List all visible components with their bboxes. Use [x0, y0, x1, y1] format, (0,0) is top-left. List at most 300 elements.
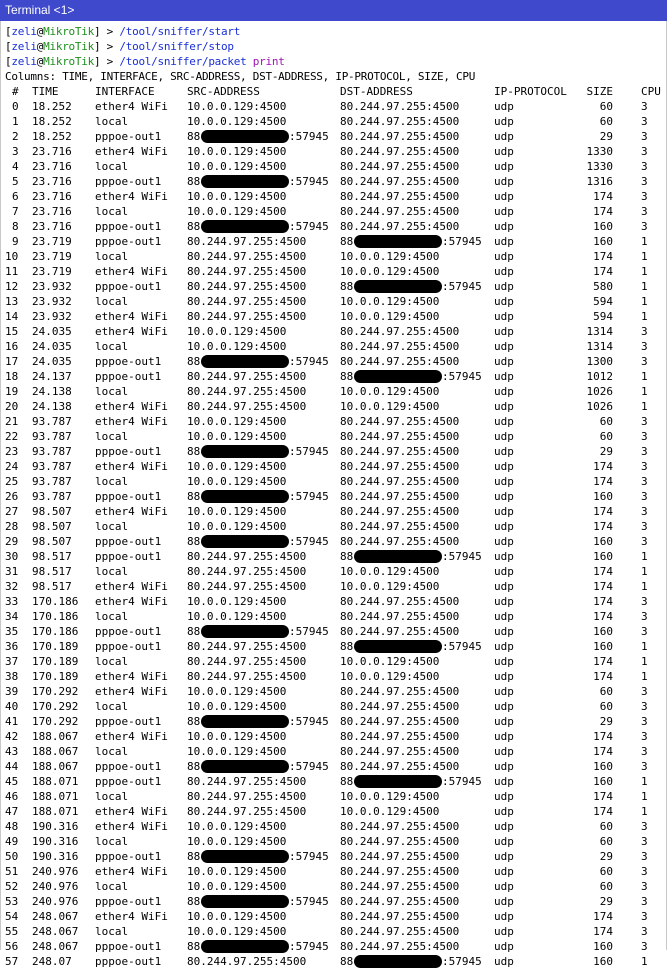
cell-dst-address: 80.244.97.255:4500 — [340, 205, 460, 218]
cell-num: 35 — [5, 625, 19, 638]
cell-dst-address: 80.244.97.255:4500 — [340, 715, 460, 728]
cell-interface: ether4 WiFi — [95, 325, 168, 338]
cell-ip-protocol: udp — [494, 265, 514, 278]
cell-size: 594 — [593, 310, 613, 323]
cell-dst-port: :57945 — [442, 775, 482, 788]
cell-time: 23.932 — [32, 280, 72, 293]
cell-ip-protocol: udp — [494, 535, 514, 548]
cell-dst-address: 80.244.97.255:4500 — [340, 850, 460, 863]
table-row — [1, 504, 666, 519]
cell-cpu: 1 — [641, 775, 648, 788]
cell-cpu: 3 — [641, 220, 648, 233]
cell-time: 188.067 — [32, 745, 79, 758]
col-time-header: TIME — [32, 85, 59, 98]
cell-ip-protocol: udp — [494, 745, 514, 758]
table-row — [1, 624, 666, 639]
cell-interface: pppoe-out1 — [95, 535, 162, 548]
cell-num: 17 — [5, 355, 19, 368]
cell-time: 188.067 — [32, 760, 79, 773]
cell-cpu: 1 — [641, 640, 648, 653]
cell-size: 174 — [593, 505, 613, 518]
redaction-bar — [354, 955, 442, 968]
cell-ip-protocol: udp — [494, 625, 514, 638]
cell-time: 188.067 — [32, 730, 79, 743]
cell-interface: pppoe-out1 — [95, 280, 162, 293]
cell-time: 248.067 — [32, 925, 79, 938]
cell-cpu: 3 — [641, 535, 648, 548]
cell-dst-address: 10.0.0.129:4500 — [340, 385, 440, 398]
table-row — [1, 864, 666, 879]
cell-num: 5 — [12, 175, 19, 188]
cell-size: 60 — [599, 415, 613, 428]
cell-cpu: 3 — [641, 145, 648, 158]
cell-size: 174 — [593, 565, 613, 578]
cell-cpu: 1 — [641, 550, 648, 563]
cell-time: 24.137 — [32, 370, 72, 383]
cell-size: 174 — [593, 595, 613, 608]
cell-interface: ether4 WiFi — [95, 910, 168, 923]
cell-ip-protocol: udp — [494, 730, 514, 743]
cell-interface: local — [95, 295, 129, 308]
cell-time: 170.186 — [32, 625, 79, 638]
redaction-bar — [201, 895, 289, 908]
cell-time: 93.787 — [32, 490, 72, 503]
cell-num: 27 — [5, 505, 19, 518]
cell-ip-protocol: udp — [494, 280, 514, 293]
cell-dst-address: 80.244.97.255:4500 — [340, 820, 460, 833]
cell-cpu: 3 — [641, 610, 648, 623]
table-row — [1, 744, 666, 759]
cell-cpu: 3 — [641, 850, 648, 863]
cell-time: 23.716 — [32, 190, 72, 203]
cell-src-address: 88 — [187, 760, 201, 773]
cell-cpu: 3 — [641, 865, 648, 878]
cell-ip-protocol: udp — [494, 325, 514, 338]
cell-src-address: 10.0.0.129:4500 — [187, 820, 287, 833]
cell-time: 23.716 — [32, 145, 72, 158]
cell-dst-address: 80.244.97.255:4500 — [340, 595, 460, 608]
cell-size: 160 — [593, 550, 613, 563]
cell-interface: ether4 WiFi — [95, 400, 168, 413]
cell-ip-protocol: udp — [494, 895, 514, 908]
cell-ip-protocol: udp — [494, 145, 514, 158]
cell-dst-address: 10.0.0.129:4500 — [340, 655, 440, 668]
cell-time: 98.507 — [32, 535, 72, 548]
cell-dst-address: 80.244.97.255:4500 — [340, 685, 460, 698]
cell-src-address: 80.244.97.255:4500 — [187, 655, 307, 668]
cell-dst-address: 80.244.97.255:4500 — [340, 745, 460, 758]
cell-dst-port: :57945 — [442, 550, 482, 563]
cell-ip-protocol: udp — [494, 340, 514, 353]
cell-num: 2 — [12, 130, 19, 143]
cell-ip-protocol: udp — [494, 295, 514, 308]
cell-src-address: 80.244.97.255:4500 — [187, 310, 307, 323]
redaction-bar — [201, 490, 289, 503]
table-row — [1, 759, 666, 774]
table-row — [1, 444, 666, 459]
command-line-stop: [zeli@MikroTik] > /tool/sniffer/stop — [5, 40, 234, 53]
cell-interface: local — [95, 655, 129, 668]
cell-num: 43 — [5, 745, 19, 758]
cell-src-address: 80.244.97.255:4500 — [187, 550, 307, 563]
cell-time: 18.252 — [32, 130, 72, 143]
cell-size: 60 — [599, 685, 613, 698]
cell-num: 36 — [5, 640, 19, 653]
cell-ip-protocol: udp — [494, 820, 514, 833]
cell-size: 174 — [593, 910, 613, 923]
cell-interface: ether4 WiFi — [95, 670, 168, 683]
cell-size: 174 — [593, 460, 613, 473]
cell-ip-protocol: udp — [494, 910, 514, 923]
cell-dst-address: 80.244.97.255:4500 — [340, 175, 460, 188]
cell-ip-protocol: udp — [494, 790, 514, 803]
cell-time: 170.292 — [32, 700, 79, 713]
cell-src-address: 88 — [187, 220, 201, 233]
cell-size: 160 — [593, 955, 613, 968]
cell-ip-protocol: udp — [494, 940, 514, 953]
cell-size: 1300 — [586, 355, 613, 368]
cell-time: 170.292 — [32, 685, 79, 698]
cell-interface: pppoe-out1 — [95, 355, 162, 368]
cell-num: 24 — [5, 460, 19, 473]
cell-src-address: 80.244.97.255:4500 — [187, 265, 307, 278]
cell-src-port: :57945 — [289, 715, 329, 728]
cell-src-address: 88 — [187, 490, 201, 503]
table-row — [1, 834, 666, 849]
cell-cpu: 3 — [641, 355, 648, 368]
cell-time: 190.316 — [32, 850, 79, 863]
cell-interface: pppoe-out1 — [95, 775, 162, 788]
cell-time: 188.071 — [32, 790, 79, 803]
cell-src-port: :57945 — [289, 940, 329, 953]
cell-time: 98.517 — [32, 550, 72, 563]
cell-dst-address: 10.0.0.129:4500 — [340, 310, 440, 323]
cell-num: 9 — [12, 235, 19, 248]
cell-src-address: 80.244.97.255:4500 — [187, 565, 307, 578]
cell-time: 188.071 — [32, 805, 79, 818]
cell-ip-protocol: udp — [494, 175, 514, 188]
cell-interface: pppoe-out1 — [95, 130, 162, 143]
cell-size: 160 — [593, 940, 613, 953]
cell-num: 18 — [5, 370, 19, 383]
cell-interface: ether4 WiFi — [95, 805, 168, 818]
table-row — [1, 384, 666, 399]
table-row — [1, 354, 666, 369]
cell-cpu: 1 — [641, 265, 648, 278]
cell-size: 29 — [599, 895, 613, 908]
cell-ip-protocol: udp — [494, 595, 514, 608]
cell-src-address: 10.0.0.129:4500 — [187, 430, 287, 443]
cell-src-address: 10.0.0.129:4500 — [187, 100, 287, 113]
col-size-header: SIZE — [586, 85, 613, 98]
table-row — [1, 459, 666, 474]
cell-time: 170.189 — [32, 655, 79, 668]
cell-size: 594 — [593, 295, 613, 308]
cell-src-address: 80.244.97.255:4500 — [187, 670, 307, 683]
redaction-bar — [201, 625, 289, 638]
cell-num: 54 — [5, 910, 19, 923]
cell-dst-port: :57945 — [442, 280, 482, 293]
table-row — [1, 189, 666, 204]
cell-dst-address: 80.244.97.255:4500 — [340, 625, 460, 638]
cell-src-address: 10.0.0.129:4500 — [187, 925, 287, 938]
cell-dst-address: 80.244.97.255:4500 — [340, 700, 460, 713]
cell-cpu: 3 — [641, 625, 648, 638]
cell-dst-address: 80.244.97.255:4500 — [340, 325, 460, 338]
cell-size: 174 — [593, 610, 613, 623]
cell-dst-address: 80.244.97.255:4500 — [340, 895, 460, 908]
cell-cpu: 3 — [641, 475, 648, 488]
cell-ip-protocol: udp — [494, 445, 514, 458]
cell-interface: local — [95, 700, 129, 713]
cell-size: 1026 — [586, 400, 613, 413]
cell-time: 188.071 — [32, 775, 79, 788]
cell-ip-protocol: udp — [494, 715, 514, 728]
cell-src-address: 10.0.0.129:4500 — [187, 505, 287, 518]
cell-interface: ether4 WiFi — [95, 580, 168, 593]
cell-src-address: 10.0.0.129:4500 — [187, 835, 287, 848]
cell-ip-protocol: udp — [494, 310, 514, 323]
cell-src-address: 10.0.0.129:4500 — [187, 205, 287, 218]
col-src-header: SRC-ADDRESS — [187, 85, 260, 98]
cell-src-address: 10.0.0.129:4500 — [187, 865, 287, 878]
cell-ip-protocol: udp — [494, 850, 514, 863]
cell-interface: pppoe-out1 — [95, 550, 162, 563]
cell-interface: pppoe-out1 — [95, 370, 162, 383]
cell-ip-protocol: udp — [494, 775, 514, 788]
cell-time: 248.067 — [32, 910, 79, 923]
cell-size: 174 — [593, 205, 613, 218]
cell-ip-protocol: udp — [494, 925, 514, 938]
cell-interface: ether4 WiFi — [95, 415, 168, 428]
cell-ip-protocol: udp — [494, 565, 514, 578]
cell-cpu: 1 — [641, 790, 648, 803]
cell-size: 174 — [593, 670, 613, 683]
cell-interface: ether4 WiFi — [95, 820, 168, 833]
cell-cpu: 3 — [641, 340, 648, 353]
cell-size: 174 — [593, 730, 613, 743]
col-interface-header: INTERFACE — [95, 85, 155, 98]
col-cpu-header: CPU — [641, 85, 661, 98]
cell-src-address: 10.0.0.129:4500 — [187, 700, 287, 713]
cell-src-address: 80.244.97.255:4500 — [187, 235, 307, 248]
cell-time: 240.976 — [32, 865, 79, 878]
cell-src-address: 80.244.97.255:4500 — [187, 370, 307, 383]
cell-cpu: 3 — [641, 820, 648, 833]
cell-cpu: 1 — [641, 385, 648, 398]
cell-ip-protocol: udp — [494, 580, 514, 593]
cell-dst-address: 10.0.0.129:4500 — [340, 790, 440, 803]
cell-cpu: 3 — [641, 685, 648, 698]
cell-dst-address: 80.244.97.255:4500 — [340, 880, 460, 893]
cell-dst-address: 10.0.0.129:4500 — [340, 250, 440, 263]
cell-size: 174 — [593, 580, 613, 593]
cell-src-address: 10.0.0.129:4500 — [187, 415, 287, 428]
cell-ip-protocol: udp — [494, 490, 514, 503]
cell-num: 49 — [5, 835, 19, 848]
cell-size: 174 — [593, 790, 613, 803]
cell-interface: local — [95, 385, 129, 398]
cell-num: 41 — [5, 715, 19, 728]
cell-interface: local — [95, 790, 129, 803]
col-num-header: # — [12, 85, 19, 98]
cell-interface: pppoe-out1 — [95, 445, 162, 458]
cell-size: 174 — [593, 805, 613, 818]
command-line-print: [zeli@MikroTik] > /tool/sniffer/packet print — [5, 55, 285, 68]
table-row — [1, 819, 666, 834]
table-row — [1, 369, 666, 384]
cell-src-address: 80.244.97.255:4500 — [187, 400, 307, 413]
window-title-bar[interactable] — [0, 0, 667, 21]
cell-time: 240.976 — [32, 895, 79, 908]
cell-size: 60 — [599, 100, 613, 113]
cell-num: 6 — [12, 190, 19, 203]
table-row — [1, 954, 666, 969]
cell-src-port: :57945 — [289, 355, 329, 368]
cell-num: 26 — [5, 490, 19, 503]
cell-ip-protocol: udp — [494, 475, 514, 488]
cell-src-address: 88 — [187, 535, 201, 548]
cell-num: 0 — [12, 100, 19, 113]
cell-size: 60 — [599, 115, 613, 128]
cell-size: 60 — [599, 880, 613, 893]
cell-src-address: 10.0.0.129:4500 — [187, 685, 287, 698]
cell-interface: pppoe-out1 — [95, 715, 162, 728]
cell-dst-address: 80.244.97.255:4500 — [340, 190, 460, 203]
cell-src-address: 80.244.97.255:4500 — [187, 280, 307, 293]
cell-dst-address: 88 — [340, 775, 354, 788]
table-row — [1, 99, 666, 114]
cell-dst-address: 80.244.97.255:4500 — [340, 925, 460, 938]
cell-cpu: 3 — [641, 730, 648, 743]
table-row — [1, 564, 666, 579]
cell-src-address: 88 — [187, 175, 201, 188]
cell-dst-address: 80.244.97.255:4500 — [340, 100, 460, 113]
cell-num: 57 — [5, 955, 19, 968]
cell-dst-address: 10.0.0.129:4500 — [340, 580, 440, 593]
cell-ip-protocol: udp — [494, 685, 514, 698]
cell-cpu: 1 — [641, 370, 648, 383]
cell-interface: pppoe-out1 — [95, 760, 162, 773]
cell-cpu: 3 — [641, 190, 648, 203]
table-row — [1, 234, 666, 249]
cell-cpu: 3 — [641, 940, 648, 953]
redaction-bar — [201, 940, 289, 953]
cell-num: 20 — [5, 400, 19, 413]
table-row — [1, 339, 666, 354]
cell-interface: pppoe-out1 — [95, 955, 162, 968]
cell-dst-address: 80.244.97.255:4500 — [340, 445, 460, 458]
cell-interface: pppoe-out1 — [95, 235, 162, 248]
cell-time: 24.138 — [32, 400, 72, 413]
table-row — [1, 144, 666, 159]
cell-num: 13 — [5, 295, 19, 308]
cell-num: 7 — [12, 205, 19, 218]
cell-interface: local — [95, 340, 129, 353]
cell-ip-protocol: udp — [494, 220, 514, 233]
cell-size: 160 — [593, 220, 613, 233]
cell-ip-protocol: udp — [494, 385, 514, 398]
cell-src-address: 10.0.0.129:4500 — [187, 880, 287, 893]
cell-dst-address: 80.244.97.255:4500 — [340, 865, 460, 878]
cell-size: 174 — [593, 475, 613, 488]
cell-src-address: 80.244.97.255:4500 — [187, 580, 307, 593]
cell-ip-protocol: udp — [494, 805, 514, 818]
cell-interface: local — [95, 250, 129, 263]
cell-dst-address: 80.244.97.255:4500 — [340, 535, 460, 548]
cell-dst-address: 88 — [340, 640, 354, 653]
cell-cpu: 3 — [641, 160, 648, 173]
cell-src-address: 80.244.97.255:4500 — [187, 250, 307, 263]
table-row — [1, 519, 666, 534]
cell-dst-address: 80.244.97.255:4500 — [340, 220, 460, 233]
cell-cpu: 3 — [641, 745, 648, 758]
cell-cpu: 3 — [641, 520, 648, 533]
redaction-bar — [354, 280, 442, 293]
cell-src-address: 88 — [187, 625, 201, 638]
cell-num: 33 — [5, 595, 19, 608]
cell-interface: pppoe-out1 — [95, 850, 162, 863]
table-row — [1, 609, 666, 624]
cell-time: 23.716 — [32, 220, 72, 233]
cell-dst-address: 80.244.97.255:4500 — [340, 415, 460, 428]
cell-src-address: 80.244.97.255:4500 — [187, 385, 307, 398]
cell-time: 23.719 — [32, 250, 72, 263]
cell-src-address: 80.244.97.255:4500 — [187, 805, 307, 818]
cell-interface: ether4 WiFi — [95, 595, 168, 608]
cell-num: 28 — [5, 520, 19, 533]
cell-cpu: 3 — [641, 910, 648, 923]
cell-dst-address: 88 — [340, 550, 354, 563]
cell-size: 160 — [593, 625, 613, 638]
table-row — [1, 174, 666, 189]
cell-dst-port: :57945 — [442, 235, 482, 248]
cell-src-address: 88 — [187, 850, 201, 863]
cell-cpu: 1 — [641, 670, 648, 683]
cell-size: 1330 — [586, 145, 613, 158]
col-dst-header: DST-ADDRESS — [340, 85, 413, 98]
cell-num: 30 — [5, 550, 19, 563]
table-row — [1, 294, 666, 309]
cell-num: 32 — [5, 580, 19, 593]
cell-time: 18.252 — [32, 100, 72, 113]
cell-interface: local — [95, 115, 129, 128]
cell-src-port: :57945 — [289, 490, 329, 503]
cell-time: 240.976 — [32, 880, 79, 893]
cell-cpu: 3 — [641, 175, 648, 188]
cell-src-address: 10.0.0.129:4500 — [187, 190, 287, 203]
cell-dst-address: 10.0.0.129:4500 — [340, 670, 440, 683]
table-row — [1, 939, 666, 954]
cell-ip-protocol: udp — [494, 655, 514, 668]
cell-src-address: 10.0.0.129:4500 — [187, 610, 287, 623]
cell-dst-address: 80.244.97.255:4500 — [340, 160, 460, 173]
cell-dst-address: 80.244.97.255:4500 — [340, 355, 460, 368]
cell-num: 51 — [5, 865, 19, 878]
cell-cpu: 3 — [641, 715, 648, 728]
cell-dst-address: 10.0.0.129:4500 — [340, 565, 440, 578]
cell-num: 37 — [5, 655, 19, 668]
cell-interface: local — [95, 835, 129, 848]
cell-interface: local — [95, 565, 129, 578]
redaction-bar — [354, 775, 442, 788]
cell-num: 56 — [5, 940, 19, 953]
cell-dst-address: 10.0.0.129:4500 — [340, 265, 440, 278]
terminal-output[interactable] — [0, 21, 667, 968]
cell-size: 29 — [599, 715, 613, 728]
table-row — [1, 774, 666, 789]
cell-dst-address: 80.244.97.255:4500 — [340, 610, 460, 623]
